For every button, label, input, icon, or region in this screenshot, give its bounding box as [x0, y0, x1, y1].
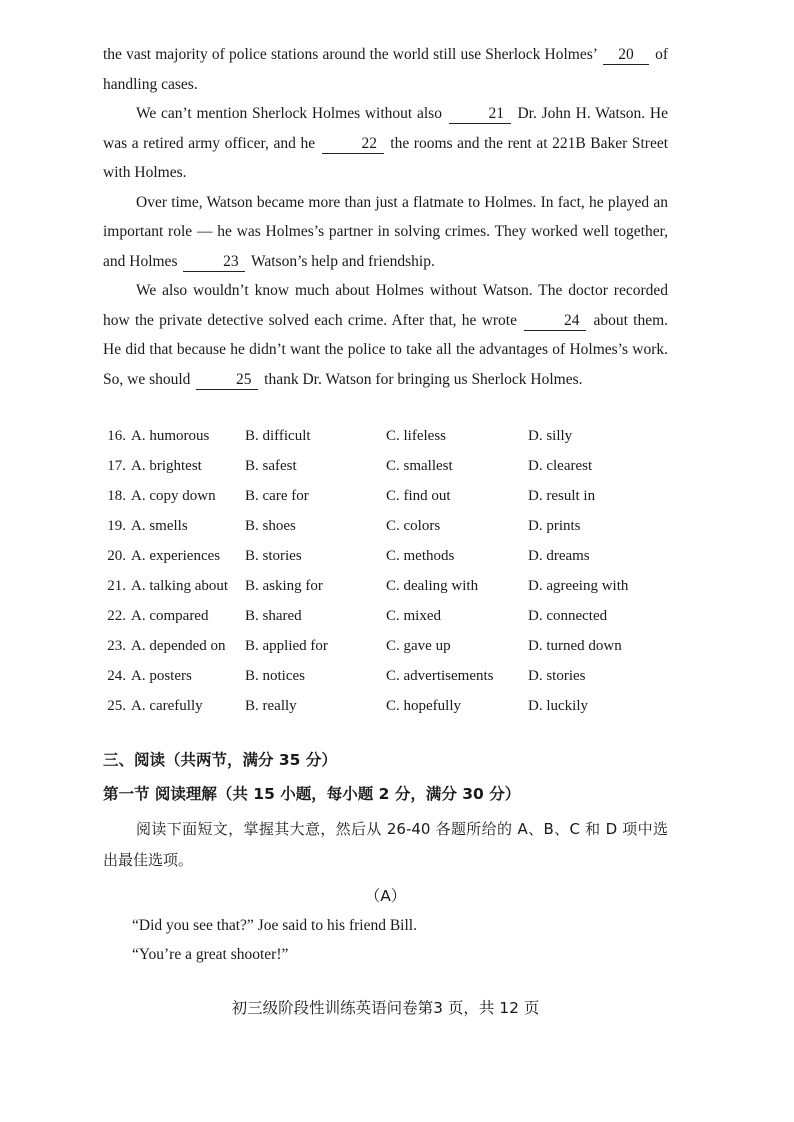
- question-number: 20.: [107, 548, 126, 564]
- option-d: D. luckily: [528, 698, 588, 714]
- option-d: D. clearest: [528, 458, 593, 474]
- blank-25: 25: [196, 371, 258, 390]
- option-a: A. compared: [131, 608, 209, 624]
- option-b: B. stories: [245, 548, 302, 564]
- option-b: B. asking for: [245, 578, 323, 594]
- option-b: B. really: [245, 698, 297, 714]
- dialog-line-2: “You’re a great shooter!”: [132, 946, 289, 963]
- option-c: C. advertisements: [386, 668, 494, 684]
- option-a: A. talking about: [131, 578, 229, 594]
- option-row: [100, 661, 680, 691]
- option-d: D. result in: [528, 488, 596, 504]
- option-row: [100, 571, 680, 601]
- question-number: 25.: [107, 698, 126, 714]
- paragraph-4: We also wouldn’t know much about Holmes without Watson. The doctor recorded how the private detective solved each crime. After that, he wrote 24 about them. He did that because he didn’t want the police to take all the advantages of Holmes’s work. So, we should 25 thank Dr. Watson for bringing us Sherlock Holmes.: [103, 282, 669, 388]
- option-b: B. shared: [245, 608, 302, 624]
- answer-options: [100, 421, 680, 721]
- question-number: 23.: [107, 638, 126, 654]
- section-title: 三、阅读（共两节，满分 35 分）: [103, 751, 337, 769]
- section-instruction: 阅读下面短文，掌握其大意，然后从 26-40 各题所给的 A、B、C 和 D 项中选出最佳选项。: [103, 820, 668, 869]
- option-d: D. dreams: [528, 548, 590, 564]
- paragraph-1: the vast majority of police stations around the world still use Sherlock Holmes’ 20 of handling cases.: [103, 46, 669, 93]
- option-d: D. prints: [528, 518, 581, 534]
- option-row: [100, 511, 680, 541]
- dialog-line-1: “Did you see that?” Joe said to his friend Bill.: [132, 917, 417, 934]
- option-a: A. experiences: [131, 548, 221, 564]
- option-b: B. notices: [245, 668, 305, 684]
- option-row: [100, 541, 680, 571]
- question-number: 21.: [107, 578, 126, 594]
- option-a: A. carefully: [131, 698, 203, 714]
- question-number: 22.: [107, 608, 126, 624]
- option-row: [100, 631, 680, 661]
- passage-label: （A）: [364, 887, 407, 905]
- option-d: D. turned down: [528, 638, 622, 654]
- question-number: 24.: [107, 668, 126, 684]
- blank-23: 23: [183, 253, 245, 272]
- option-b: B. difficult: [245, 428, 311, 444]
- option-c: C. dealing with: [386, 578, 479, 594]
- option-a: A. humorous: [131, 428, 210, 444]
- option-a: A. brightest: [131, 458, 202, 474]
- section-subtitle: 第一节 阅读理解（共 15 小题，每小题 2 分，满分 30 分）: [103, 785, 521, 803]
- option-d: D. silly: [528, 428, 573, 444]
- option-c: C. mixed: [386, 608, 441, 624]
- option-a: A. smells: [131, 518, 188, 534]
- question-number: 18.: [107, 488, 126, 504]
- option-b: B. shoes: [245, 518, 296, 534]
- option-row: [100, 481, 680, 511]
- cloze-passage: [103, 40, 668, 394]
- question-number: 16.: [107, 428, 126, 444]
- option-row: [100, 451, 680, 481]
- blank-22: 22: [322, 135, 384, 154]
- question-number: 17.: [107, 458, 126, 474]
- option-row: [100, 601, 680, 631]
- option-b: B. care for: [245, 488, 309, 504]
- question-number: 19.: [107, 518, 126, 534]
- option-c: C. gave up: [386, 638, 451, 654]
- option-b: B. applied for: [245, 638, 328, 654]
- option-c: C. hopefully: [386, 698, 461, 714]
- page-footer: 初三级阶段性训练英语问卷第3 页，共 12 页: [231, 999, 540, 1017]
- blank-20: 20: [603, 46, 649, 65]
- blank-24: 24: [524, 312, 586, 331]
- option-b: B. safest: [245, 458, 297, 474]
- option-d: D. agreeing with: [528, 578, 629, 594]
- option-c: C. smallest: [386, 458, 453, 474]
- option-a: A. copy down: [131, 488, 216, 504]
- option-a: A. posters: [131, 668, 192, 684]
- option-c: C. colors: [386, 518, 441, 534]
- paragraph-2: We can’t mention Sherlock Holmes without also 21 Dr. John H. Watson. He was a retired army officer, and he 22 the rooms and the rent at 221B Baker Street with Holmes.: [103, 105, 669, 181]
- option-d: D. connected: [528, 608, 608, 624]
- paragraph-3: Over time, Watson became more than just a flatmate to Holmes. In fact, he played an important role — he was Holmes’s partner in solving crimes. They worked well together, and Holmes 23 Watson’s help and friendship.: [103, 193, 668, 270]
- option-row: [100, 421, 680, 451]
- option-c: C. lifeless: [386, 428, 446, 444]
- blank-21: 21: [449, 105, 511, 124]
- option-a: A. depended on: [131, 638, 226, 654]
- option-c: C. methods: [386, 548, 455, 564]
- option-d: D. stories: [528, 668, 586, 684]
- option-c: C. find out: [386, 488, 451, 504]
- option-row: [100, 691, 680, 721]
